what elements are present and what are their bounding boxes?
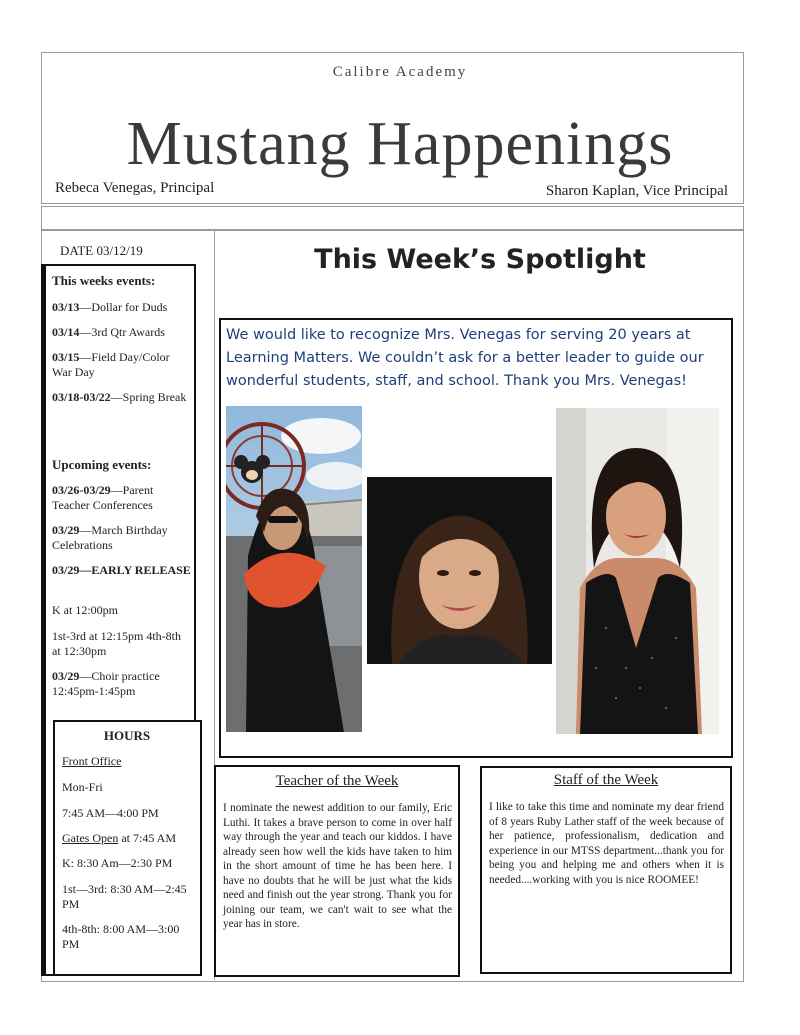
upcoming-item: K at 12:00pm — [52, 603, 118, 617]
staff-of-week-title: Staff of the Week — [553, 772, 659, 788]
photo-dress — [556, 408, 719, 734]
office-time: 7:45 AM—4:00 PM — [62, 806, 159, 820]
photo-portrait — [367, 477, 552, 664]
photo-outdoor — [226, 406, 362, 732]
staff-of-week-box — [480, 766, 732, 974]
masthead-strip — [41, 206, 744, 230]
teacher-of-week-box — [214, 765, 460, 977]
upcoming-item: 1st-3rd at 12:15pm 4th-8th at 12:30pm — [52, 629, 181, 658]
upcoming-item: 03/29—Choir practice 12:45pm-1:45pm — [52, 669, 160, 698]
issue-date: DATE 03/12/19 — [60, 243, 143, 258]
upcoming-item: 03/26-03/29—Parent Teacher Conferences — [52, 483, 154, 512]
photo-portrait-graphic — [367, 477, 552, 664]
staff-of-week-body: I like to take this time and nominate my dear friend of 8 years Ruby Lather staff of the week because of her patience, professionalism, dedication and experience in our MTSS department...thank you for being you and helping me and others when it is needed....working with you is nice ROOMEE! — [489, 801, 724, 886]
principal-name: Rebeca Venegas, Principal — [55, 180, 215, 196]
upcoming-heading: Upcoming events: — [52, 457, 152, 472]
newsletter-title: Mustang Happenings — [126, 110, 674, 178]
kinder-hours: K: 8:30 Am—2:30 PM — [62, 856, 173, 870]
upcoming-item: 03/29—EARLY RELEASE — [52, 563, 191, 577]
photo-outdoor-graphic — [226, 406, 362, 732]
school-name: Calibre Academy — [332, 64, 468, 80]
photo-dress-graphic — [556, 408, 719, 734]
upcoming-item: 03/29—March Birthday Celebrations — [52, 523, 168, 552]
teacher-of-week-body: I nominate the newest addition to our family, Eric Luthi. It takes a brave person to come in over half way through the year and teach our kiddos. I have already seen how well the kids have taken to him in the short amount of time he has been here. I have no doubts that he will be just what the kids need and finish out the year strong. Thank you for joining our team, we can't wait to see what the year has in store. — [223, 802, 452, 930]
teacher-of-week-title: Teacher of the Week — [275, 773, 399, 789]
hours-heading: HOURS — [103, 728, 151, 743]
events-heading: This weeks events: — [52, 273, 156, 288]
spotlight-title: This Week’s Spotlight — [314, 244, 646, 275]
gates-open: Gates Open at 7:45 AM — [62, 831, 176, 845]
office-days: Mon-Fri — [62, 780, 103, 794]
event-item: 03/18-03/22—Spring Break — [52, 390, 187, 404]
hours-box — [53, 720, 202, 976]
first-third-hours: 1st—3rd: 8:30 AM—2:45 PM — [62, 882, 187, 911]
spotlight-text: We would like to recognize Mrs. Venegas for serving 20 years at Learning Matters. We couldn’t ask for a better leader to guide our wonderful students, staff, and school. Thank you Mrs. Venegas! — [226, 327, 704, 389]
event-item: 03/13—Dollar for Duds — [52, 300, 168, 314]
fourth-eighth-hours: 4th-8th: 8:00 AM—3:00 PM — [62, 922, 180, 951]
vice-principal-name: Sharon Kaplan, Vice Principal — [545, 183, 728, 199]
event-item: 03/14—3rd Qtr Awards — [52, 325, 165, 339]
front-office-label: Front Office — [62, 754, 122, 768]
event-item: 03/15—Field Day/Color War Day — [52, 350, 170, 379]
